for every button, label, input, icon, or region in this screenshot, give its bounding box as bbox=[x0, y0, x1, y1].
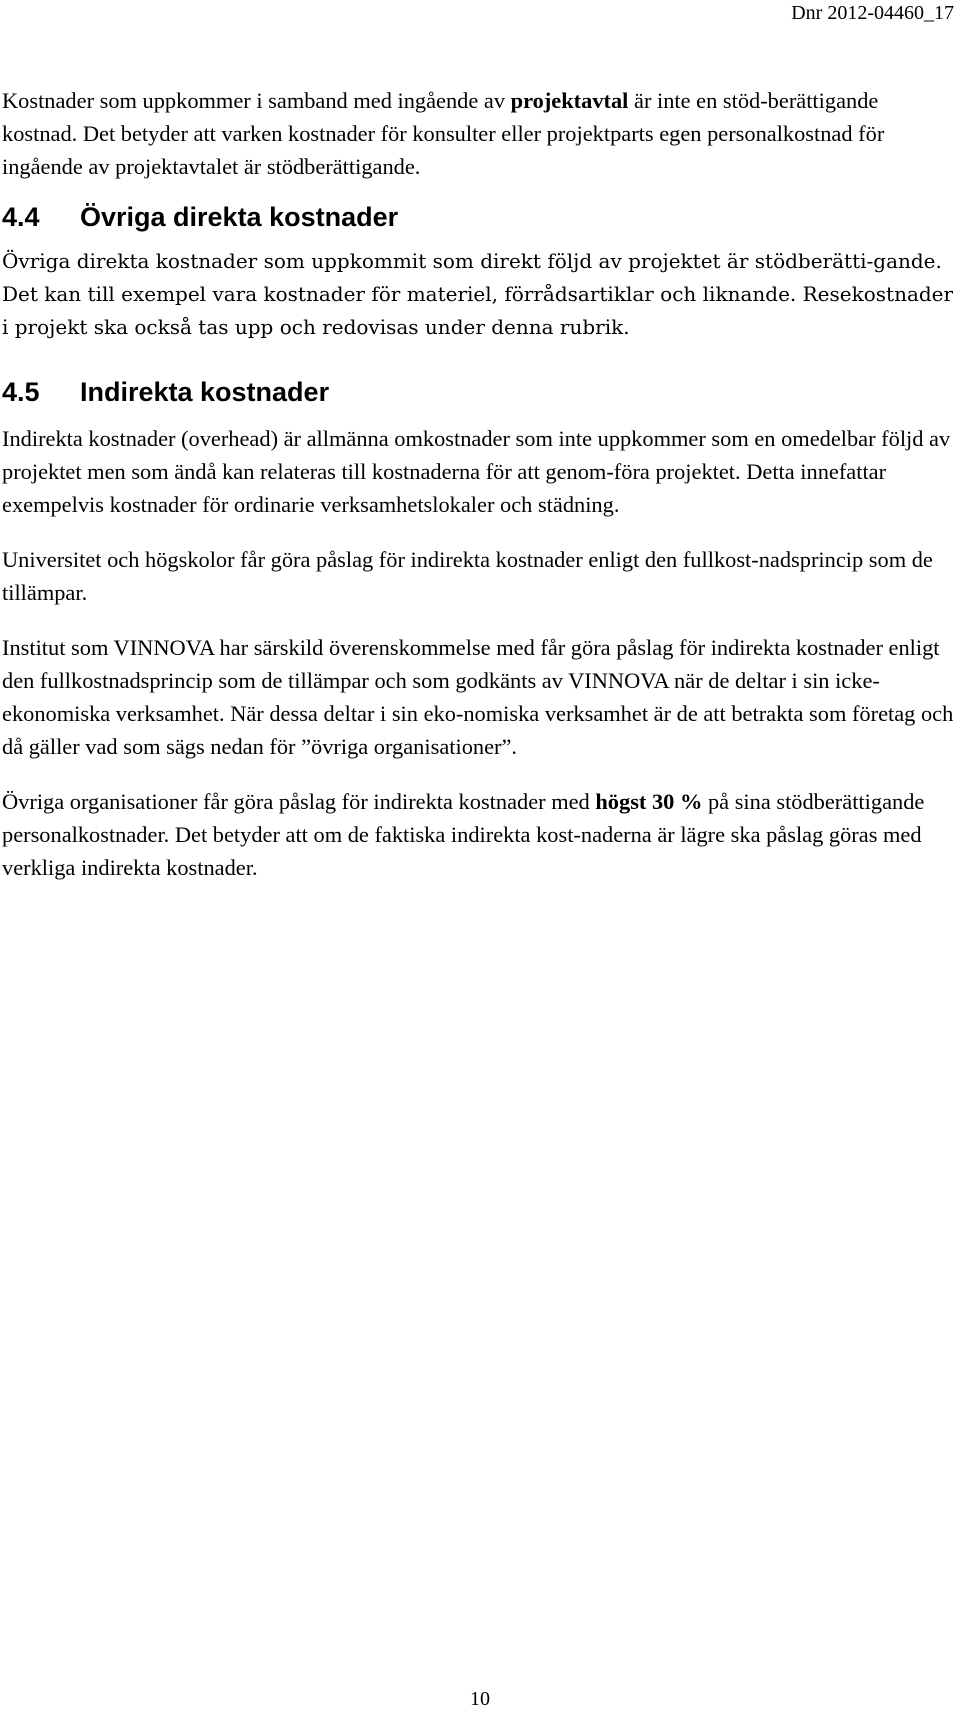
intro-paragraph bbox=[2, 84, 956, 183]
page-content bbox=[2, 84, 956, 884]
section-heading-4-5 bbox=[2, 374, 956, 410]
intro-text-end: är inte en stöd-berättigande kostnad. Det betyder att varken kostnader för konsulter eller projektparts egen personalkostnad för ingående av projektavtalet är stödberättigande. bbox=[2, 88, 885, 179]
document-reference-number: Dnr 2012-04460_17 bbox=[791, 2, 954, 24]
section-heading-4-4 bbox=[2, 199, 956, 235]
intro-bold-term: projektavtal bbox=[510, 88, 629, 113]
section-title: Indirekta kostnader bbox=[80, 377, 330, 407]
section-title: Övriga direkta kostnader bbox=[80, 202, 399, 232]
paragraph-bold-limit: högst 30 % bbox=[595, 789, 703, 814]
intro-text-start: Kostnader som uppkommer i samband med ingående av bbox=[2, 88, 511, 113]
paragraph-text-start: Övriga organisationer får göra påslag för indirekta kostnader med bbox=[2, 789, 596, 814]
section-number: 4.4 bbox=[2, 202, 40, 232]
section-4-5-paragraph-4 bbox=[2, 785, 956, 884]
section-number: 4.5 bbox=[2, 377, 40, 407]
page-number: 10 bbox=[470, 1688, 490, 1710]
section-4-4-paragraph: Övriga direkta kostnader som uppkommit som direkt följd av projektet är stödberätti-gande. Det kan till exempel vara kostnader för materiel, förrådsartiklar och liknande. Resekostnader i projekt ska också tas upp och redovisas under denna rubrik. bbox=[2, 249, 954, 339]
section-4-5-paragraph-2: Universitet och högskolor får göra påslag för indirekta kostnader enligt den fullkost-nadsprincip som de tillämpar. bbox=[2, 547, 933, 605]
paragraph-text-end: på sina stödberättigande personalkostnader. Det betyder att om de faktiska indirekta kost-naderna är lägre ska påslag göras med verkliga indirekta kostnader. bbox=[2, 789, 925, 880]
section-4-5-paragraph-3: Institut som VINNOVA har särskild överenskommelse med får göra påslag för indirekta kostnader enligt den fullkostnadsprincip som de tillämpar och som godkänts av VINNOVA när de deltar i sin icke-ekonomiska verksamhet. När dessa deltar i sin eko-nomiska verksamhet är de att betrakta som företag och då gäller vad som sägs nedan för ”övriga organisationer”. bbox=[2, 635, 954, 759]
section-4-5-paragraph-1: Indirekta kostnader (overhead) är allmänna omkostnader som inte uppkommer som en omedelbar följd av projektet men som ändå kan relateras till kostnaderna för att genom-föra projektet. Detta innefattar exempelvis kostnader för ordinarie verksamhetslokaler och städning. bbox=[2, 426, 951, 517]
